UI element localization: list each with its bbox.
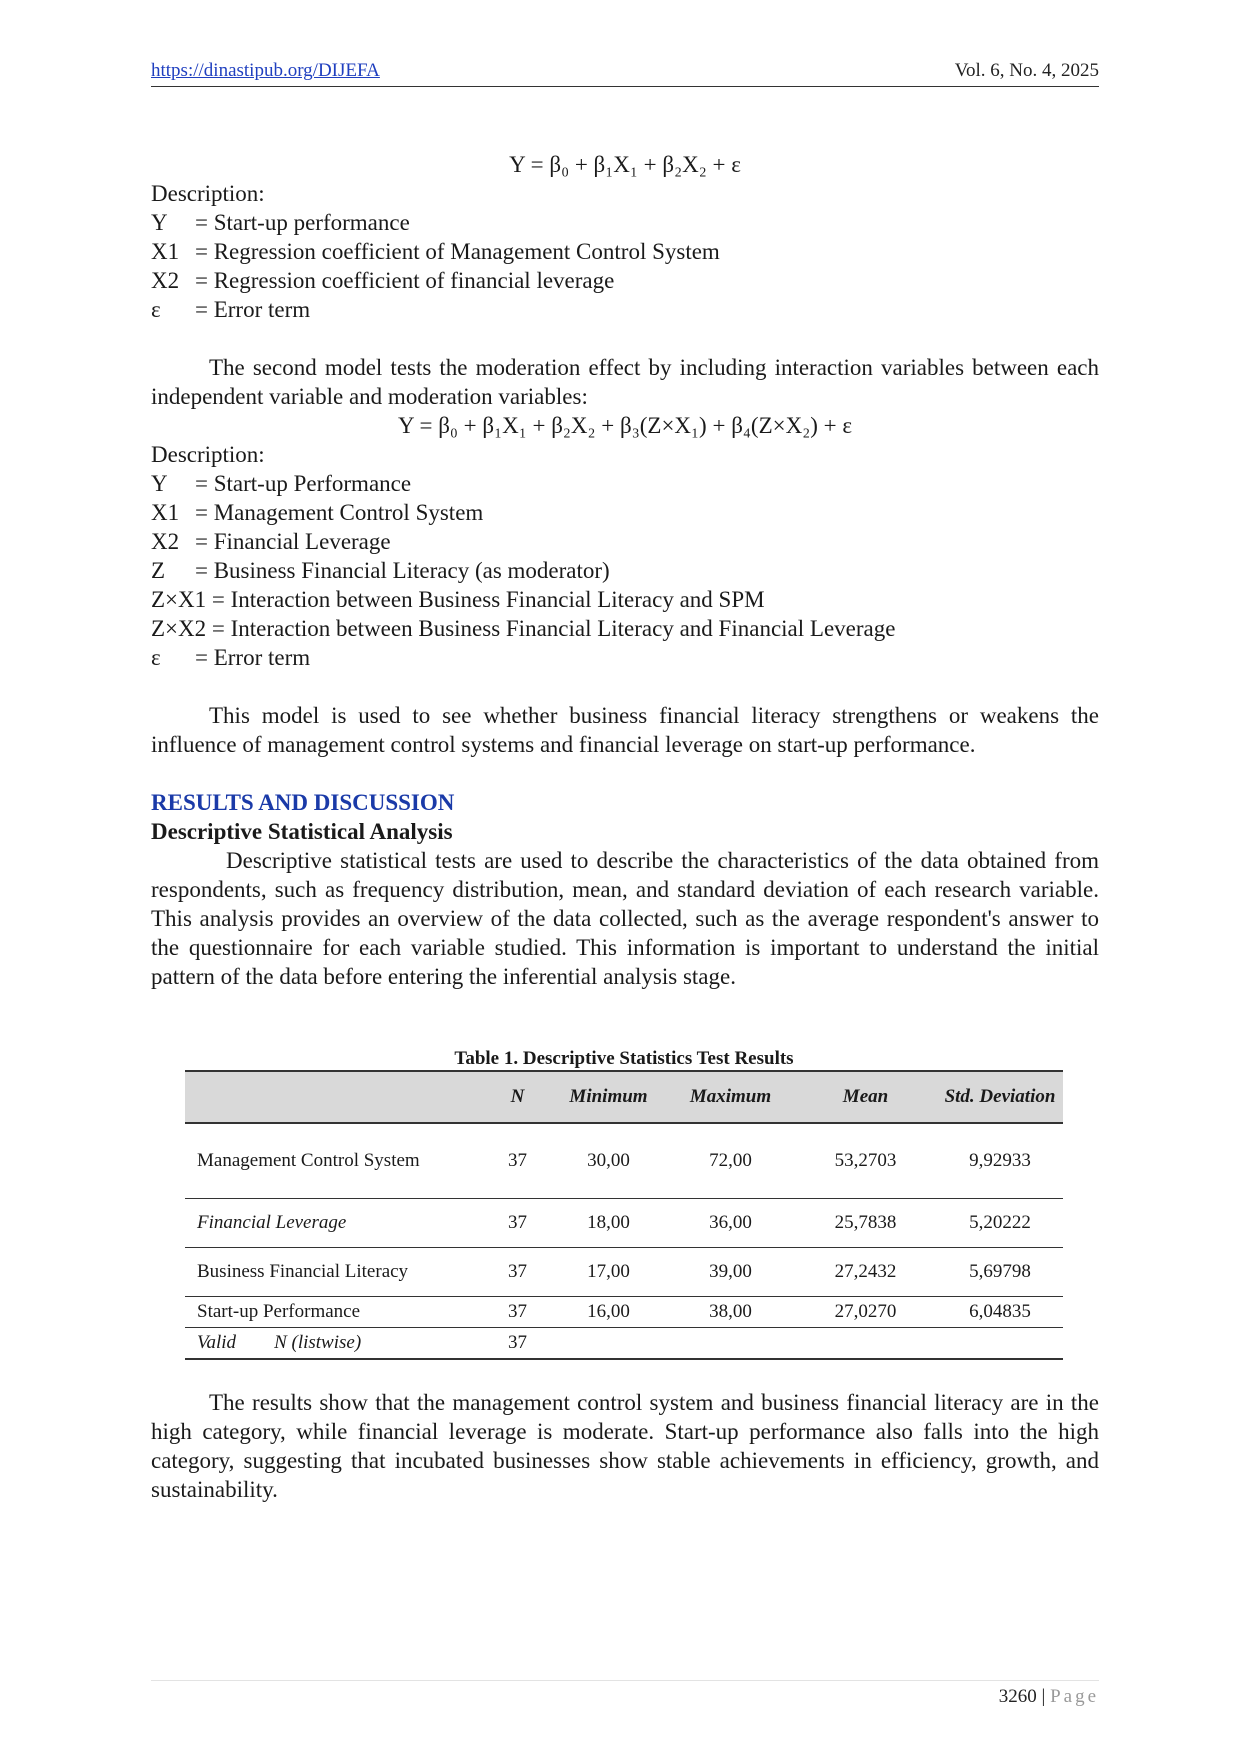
table-cell: 9,92933 [937, 1123, 1063, 1199]
definition-item [151, 614, 1099, 643]
model-2-closing-paragraph: This model is used to see whether business financial literacy strengthens or weakens the influence of management control systems and financial leverage on start-up performance. [151, 703, 1099, 757]
table-cell [185, 1328, 485, 1360]
definition-text: = Interaction between Business Financial Literacy and SPM [206, 587, 765, 612]
table-cell: 16,00 [550, 1297, 667, 1328]
footer-rule [151, 1680, 1099, 1681]
table-cell: 37 [485, 1297, 550, 1328]
table-cell: Financial Leverage [185, 1199, 485, 1248]
table-cell: 5,20222 [937, 1199, 1063, 1248]
definition-symbol: Z×X1 [151, 587, 207, 612]
definition-symbol: Y [151, 210, 168, 235]
column-header: Minimum [550, 1071, 667, 1123]
table-cell: 37 [485, 1248, 550, 1297]
running-header [151, 60, 1099, 87]
definition-symbol: X2 [151, 529, 180, 554]
table-cell: 37 [485, 1328, 550, 1360]
table-cell: 37 [485, 1123, 550, 1199]
table-cell: 39,00 [667, 1248, 794, 1297]
definition-text: = Error term [195, 297, 311, 322]
definition-symbol: X1 [151, 500, 180, 525]
definition-item [151, 208, 1099, 237]
table-cell: 38,00 [667, 1297, 794, 1328]
definition-item [151, 498, 1099, 527]
definition-text: = Start-up performance [195, 210, 410, 235]
definition-symbol: ε [151, 645, 161, 670]
table-cell: 53,2703 [794, 1123, 937, 1199]
definition-text: = Interaction between Business Financial Literacy and Financial Leverage [206, 616, 896, 641]
table-cell: 30,00 [550, 1123, 667, 1199]
table-cell: 25,7838 [794, 1199, 937, 1248]
definition-symbol: Z [151, 558, 166, 583]
table-row [185, 1199, 1063, 1248]
model-2-intro: The second model tests the moderation effect by including interaction variables between each independent variable and moderation variables: [151, 355, 1099, 409]
definition-item [151, 469, 1099, 498]
body-text [151, 150, 1099, 991]
column-header [185, 1071, 485, 1123]
model-2-definitions [151, 469, 1099, 672]
page-label: Page [1050, 1686, 1099, 1707]
table-cell: Start-up Performance [185, 1297, 485, 1328]
results-paragraph: The results show that the management control system and business financial literacy are in the high category, while financial leverage is moderate. Start-up performance also falls into the high category, suggesting that incubated businesses show stable achievements in efficiency, growth, and sustainability. [151, 1390, 1099, 1502]
definition-symbol: Y [151, 471, 168, 496]
definition-symbol: ε [151, 297, 161, 322]
valid-label: Valid [197, 1332, 237, 1353]
definition-item [151, 237, 1099, 266]
column-header: N [485, 1071, 550, 1123]
table-row [185, 1123, 1063, 1199]
definition-text: = Management Control System [195, 500, 484, 525]
definition-text: = Start-up Performance [195, 471, 412, 496]
table-cell: 36,00 [667, 1199, 794, 1248]
table-row [185, 1297, 1063, 1328]
listwise-label: N (listwise) [274, 1332, 362, 1353]
equation-model-2: Y = β₀ + β₁X₁ + β₂X₂ + β₃(Z×X₁) + β₄(Z×X₂) + ε [397, 413, 853, 438]
equation-model-1: Y = β₀ + β₁X₁ + β₂X₂ + ε [509, 152, 741, 177]
descriptive-statistics-table [185, 1070, 1063, 1360]
definition-symbol: X1 [151, 239, 180, 264]
definition-item [151, 643, 1099, 672]
definition-text: = Regression coefficient of Management Control System [195, 239, 720, 264]
definition-symbol: Z×X2 [151, 616, 207, 641]
column-header: Maximum [667, 1071, 794, 1123]
column-header [937, 1071, 1063, 1123]
table-cell: 17,00 [550, 1248, 667, 1297]
table-cell: 37 [485, 1199, 550, 1248]
model-1-definitions [151, 208, 1099, 324]
definition-text: = Financial Leverage [195, 529, 391, 554]
definition-item [151, 585, 1099, 614]
definition-item [151, 266, 1099, 295]
definition-text: = Regression coefficient of financial leverage [195, 268, 615, 293]
table-header-row [185, 1071, 1063, 1123]
definition-text: = Error term [195, 645, 311, 670]
table-cell: 72,00 [667, 1123, 794, 1199]
section-heading: RESULTS AND DISCUSSION [151, 790, 455, 815]
volume-label: Vol. 6, No. 4, 2025 [954, 60, 1099, 81]
definition-symbol: X2 [151, 268, 180, 293]
table-cell: 6,04835 [937, 1297, 1063, 1328]
table-row [185, 1248, 1063, 1297]
definition-item [151, 556, 1099, 585]
descriptive-paragraph: Descriptive statistical tests are used to describe the characteristics of the data obtained from respondents, such as frequency distribution, mean, and standard deviation of each research variable. This analysis provides an overview of the data collected, such as the average respondent's answer to the questionnaire for each variable studied. This information is important to understand the initial pattern of the data before entering the inferential analysis stage. [151, 848, 1099, 989]
table-cell: 27,0270 [794, 1297, 937, 1328]
subsection-heading: Descriptive Statistical Analysis [151, 819, 453, 844]
table-cell: 18,00 [550, 1199, 667, 1248]
std-deviation-header: Std. Deviation [944, 1086, 1056, 1107]
table-row-valid [185, 1328, 1063, 1360]
table-1 [185, 1048, 1063, 1360]
page-number-value: 3260 [998, 1686, 1037, 1707]
journal-url-link[interactable]: https://dinastipub.org/DIJEFA [151, 60, 380, 81]
definition-text: = Business Financial Literacy (as moderator) [195, 558, 610, 583]
page-separator: | [1041, 1686, 1046, 1707]
table-cell: 27,2432 [794, 1248, 937, 1297]
table-caption: Table 1. Descriptive Statistics Test Results [454, 1048, 794, 1069]
description-label: Description: [151, 442, 265, 467]
table-cell: Management Control System [185, 1123, 485, 1199]
column-header: Mean [794, 1071, 937, 1123]
definition-item [151, 527, 1099, 556]
description-label: Description: [151, 181, 265, 206]
definition-item [151, 295, 1099, 324]
table-cell: Business Financial Literacy [185, 1248, 485, 1297]
table-cell: 5,69798 [937, 1248, 1063, 1297]
page-number [999, 1686, 1099, 1708]
